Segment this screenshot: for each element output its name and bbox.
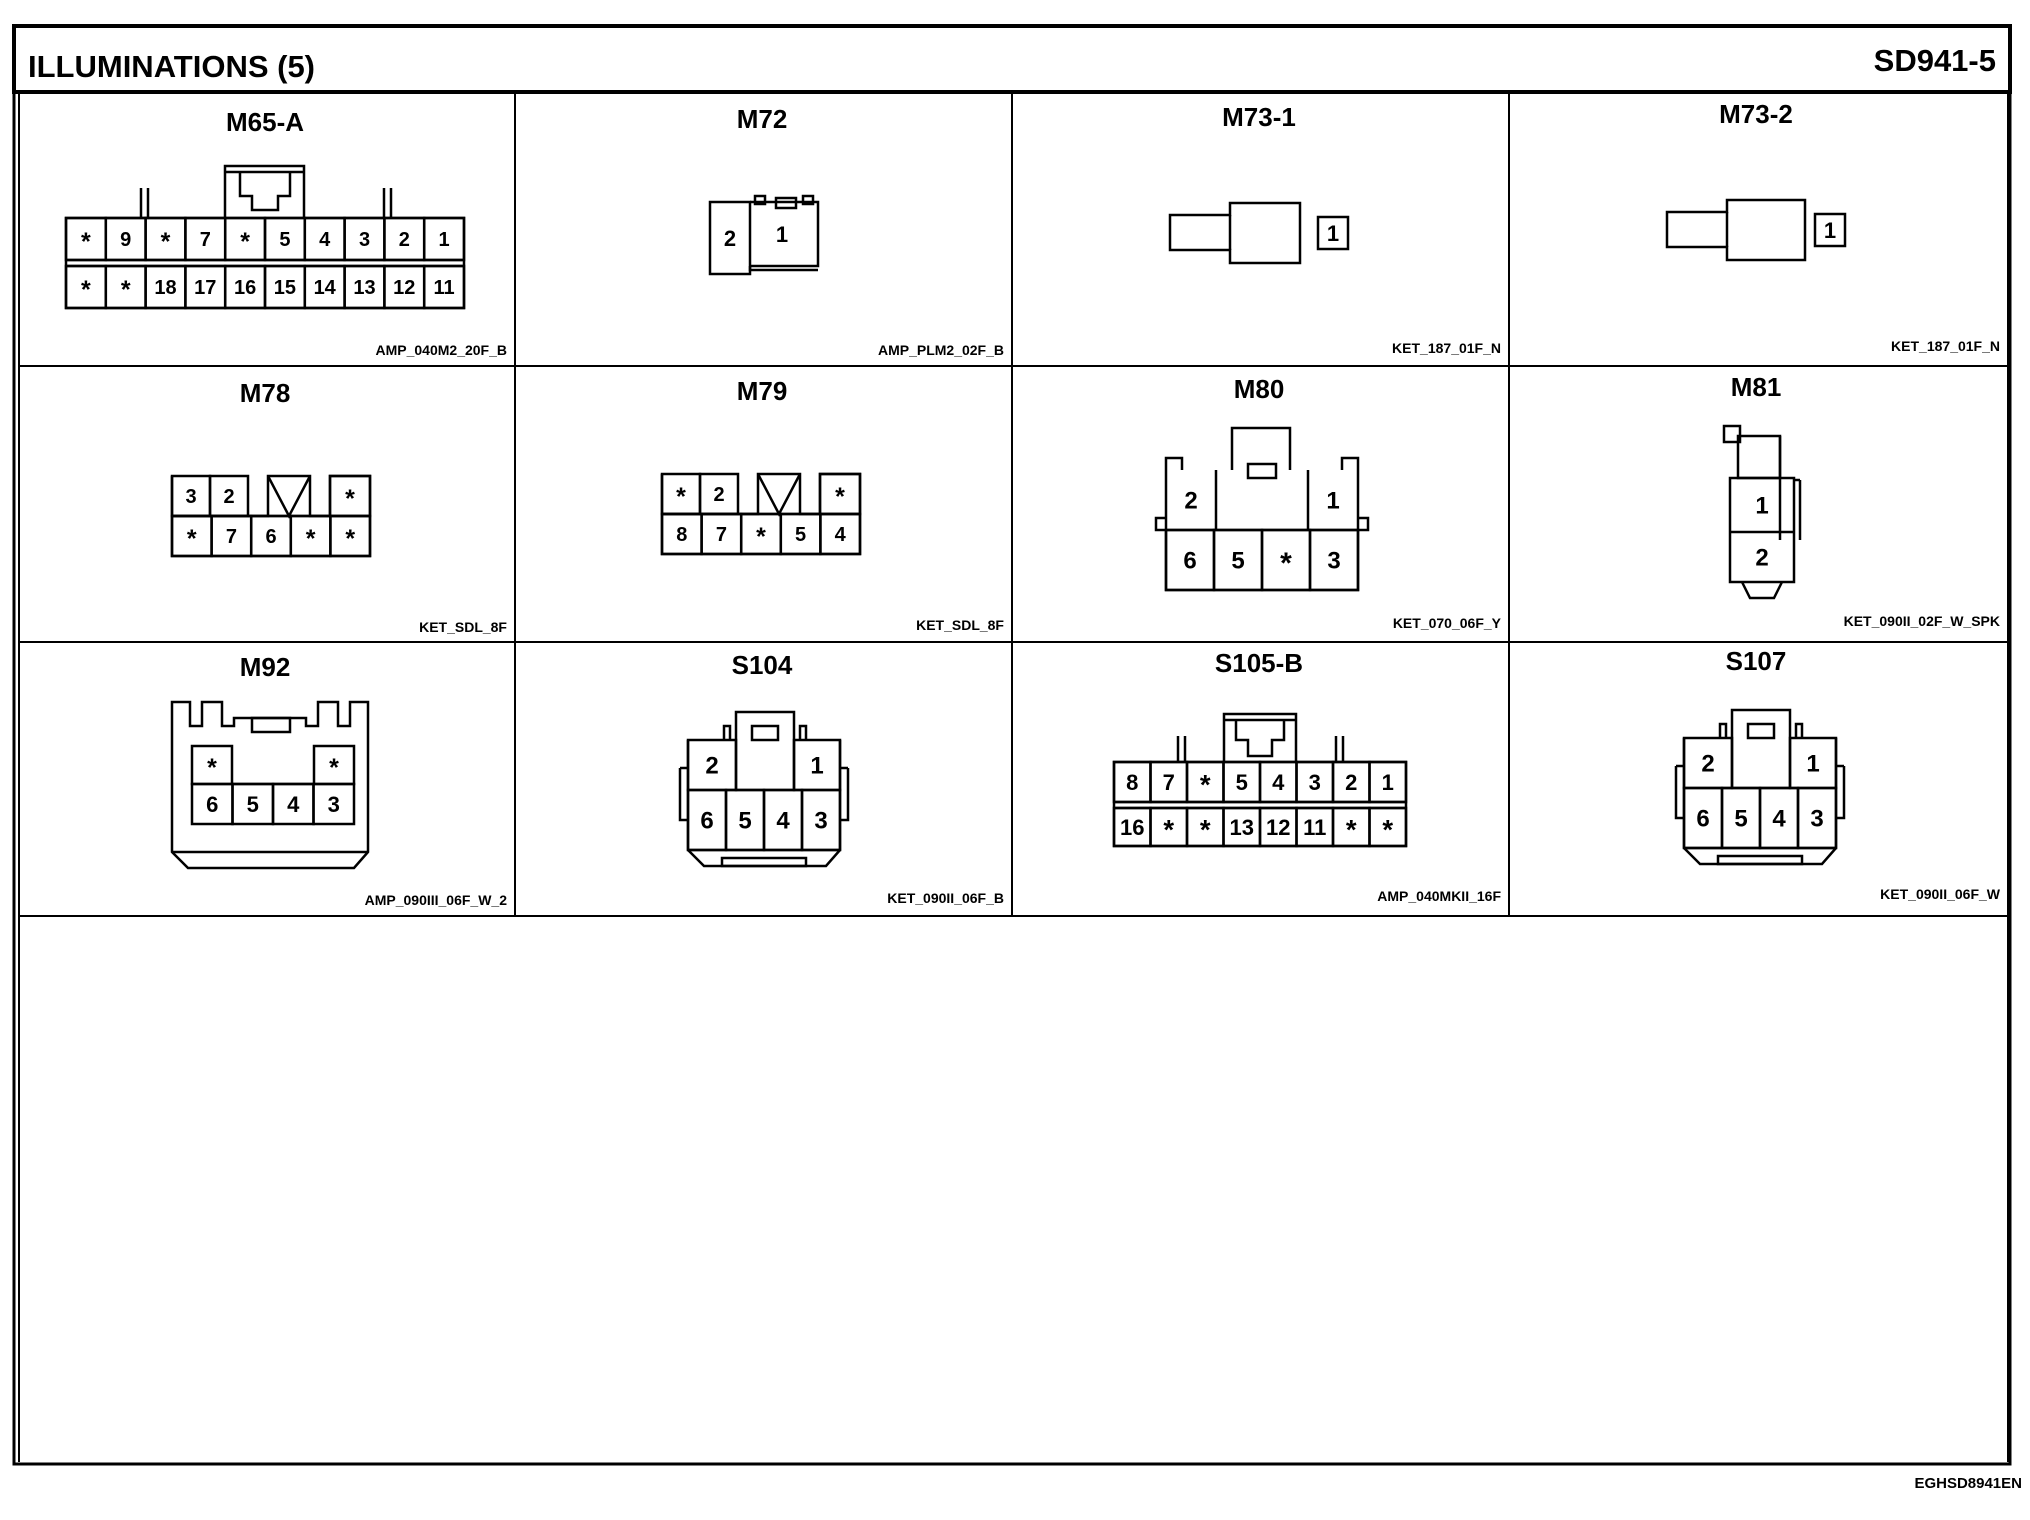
pin-label: 2	[1755, 544, 1769, 572]
pin-label: 1	[1381, 769, 1394, 795]
pin-label: 1	[1755, 492, 1769, 520]
connector-id-s105b: S105-B	[1214, 648, 1304, 678]
part-code-m78: KET_SDL_8F	[419, 619, 507, 635]
connector-id-m92: M92	[239, 652, 291, 682]
pin-label: *	[1199, 769, 1211, 801]
pin-label: *	[207, 754, 217, 782]
pin-label: 18	[154, 277, 177, 300]
part-code-m81: KET_090II_02F_W_SPK	[1843, 613, 2000, 629]
connector-id-m65a: M65-A	[225, 107, 305, 137]
connector-id-m79: M79	[736, 376, 788, 406]
pin-label: 2	[705, 752, 719, 780]
pin-label: 7	[225, 526, 237, 549]
pin-label: *	[1199, 814, 1211, 846]
pin-label: *	[81, 228, 91, 256]
pin-label: 14	[313, 277, 336, 300]
pin-label: 5	[246, 791, 259, 817]
pin-label: *	[160, 228, 171, 256]
pin-label: 1	[438, 229, 450, 252]
pin-label: 4	[319, 229, 331, 252]
pin-label: 4	[776, 807, 790, 835]
connector-id-m73-1: M73-1	[1222, 102, 1296, 132]
footer-code: EGHSD8941EN	[1914, 1475, 2022, 1492]
pin-label: 11	[433, 277, 455, 300]
pin-label: *	[81, 276, 91, 304]
pin-label: 1	[810, 752, 824, 780]
pin-label: 3	[358, 229, 371, 252]
pin-label: *	[240, 228, 250, 256]
part-code-m72: AMP_PLM2_02F_B	[877, 342, 1004, 358]
part-code-s107: KET_090II_06F_W	[1880, 886, 2000, 902]
pin-label: 15	[273, 277, 297, 300]
part-code-m92: AMP_090III_06F_W_2	[364, 892, 507, 908]
pin-label: 1	[1806, 750, 1820, 778]
pin-label: 4	[1272, 769, 1285, 795]
part-code-m79: KET_SDL_8F	[916, 617, 1004, 633]
pin-label: 2	[398, 229, 410, 252]
pin-label: 12	[393, 277, 416, 300]
pin-label: 1	[775, 221, 789, 247]
pin-label: 7	[199, 229, 211, 252]
part-code-s104: KET_090II_06F_B	[887, 890, 1004, 906]
pin-label: 2	[723, 225, 737, 251]
pin-label: 3	[814, 807, 828, 835]
pin-label: 3	[1308, 769, 1321, 795]
pin-label: 6	[1183, 547, 1197, 575]
connector-m73-2-body	[1667, 200, 1805, 260]
pin-label: 2	[713, 484, 725, 507]
pin-label: 2	[1184, 487, 1198, 515]
pin-label: 4	[1772, 805, 1786, 833]
pin-label: *	[676, 483, 686, 511]
pin-label: 3	[1327, 547, 1341, 575]
pin-label: 2	[223, 486, 235, 509]
pin-label: 4	[287, 791, 300, 817]
pin-label: 3	[185, 486, 197, 509]
connector-id-m72: M72	[736, 104, 788, 134]
pin-label: 5	[279, 229, 291, 252]
pin-label: *	[1163, 814, 1175, 846]
pin-label: *	[329, 754, 339, 782]
pin-label: 12	[1266, 814, 1291, 840]
pin-label: 1	[1823, 217, 1837, 243]
pin-label: 6	[265, 526, 277, 549]
part-code-m65a: AMP_040M2_20F_B	[375, 342, 507, 358]
connector-id-m81: M81	[1730, 372, 1782, 402]
sheet-id: SD941-5	[1873, 43, 1996, 78]
pin-label: 8	[676, 524, 688, 547]
pin-label: 9	[120, 229, 132, 252]
pin-label: 13	[1229, 814, 1254, 840]
pin-label: 16	[233, 277, 257, 300]
pin-label: 3	[1810, 805, 1824, 833]
pin-label: *	[186, 525, 197, 553]
pin-label: 1	[1326, 487, 1340, 515]
pin-label: 5	[1231, 547, 1245, 575]
pin-label: *	[1382, 814, 1394, 846]
pin-label: 2	[1345, 769, 1358, 795]
pin-label: *	[835, 483, 845, 511]
pin-label: *	[305, 525, 316, 553]
pin-label: 16	[1120, 814, 1145, 840]
pin-label: 3	[327, 791, 340, 817]
pin-label: 5	[795, 524, 807, 547]
pin-label: 6	[206, 791, 219, 817]
pin-label: *	[1345, 814, 1357, 846]
pin-label: *	[756, 523, 766, 551]
pin-label: *	[1280, 547, 1292, 581]
pins-layer	[66, 214, 1845, 850]
pin-label: 13	[353, 277, 376, 300]
pin-label: 8	[1126, 769, 1139, 795]
part-code-s105b: AMP_040MKII_16F	[1377, 888, 1501, 904]
connector-m73-1-body	[1170, 203, 1300, 263]
pin-label: 7	[1162, 769, 1175, 795]
pin-label: 5	[1734, 805, 1748, 833]
connector-id-m73-2: M73-2	[1719, 99, 1793, 129]
pin-label: 1	[1326, 220, 1340, 246]
page-title: ILLUMINATIONS (5)	[28, 49, 316, 84]
pin-label: 4	[834, 524, 846, 547]
pin-label: 6	[700, 807, 714, 835]
pin-label: 5	[738, 807, 752, 835]
pin-label: 11	[1303, 814, 1327, 840]
pin-label: *	[345, 525, 356, 553]
pin-label: 7	[715, 524, 727, 547]
pin-label: 5	[1235, 769, 1248, 795]
part-code-m80: KET_070_06F_Y	[1392, 615, 1501, 631]
connector-id-s107: S107	[1725, 646, 1787, 676]
pin-label: *	[345, 485, 355, 513]
connector-id-s104: S104	[731, 650, 793, 680]
pin-label: 17	[194, 277, 217, 300]
connector-id-m78: M78	[239, 378, 291, 408]
pin-label: 6	[1696, 805, 1710, 833]
pin-label: 2	[1701, 750, 1715, 778]
pin-label: *	[120, 276, 131, 304]
connector-id-m80: M80	[1233, 374, 1285, 404]
part-code-m73-2: KET_187_01F_N	[1891, 338, 2000, 354]
part-code-m73-1: KET_187_01F_N	[1392, 340, 1501, 356]
